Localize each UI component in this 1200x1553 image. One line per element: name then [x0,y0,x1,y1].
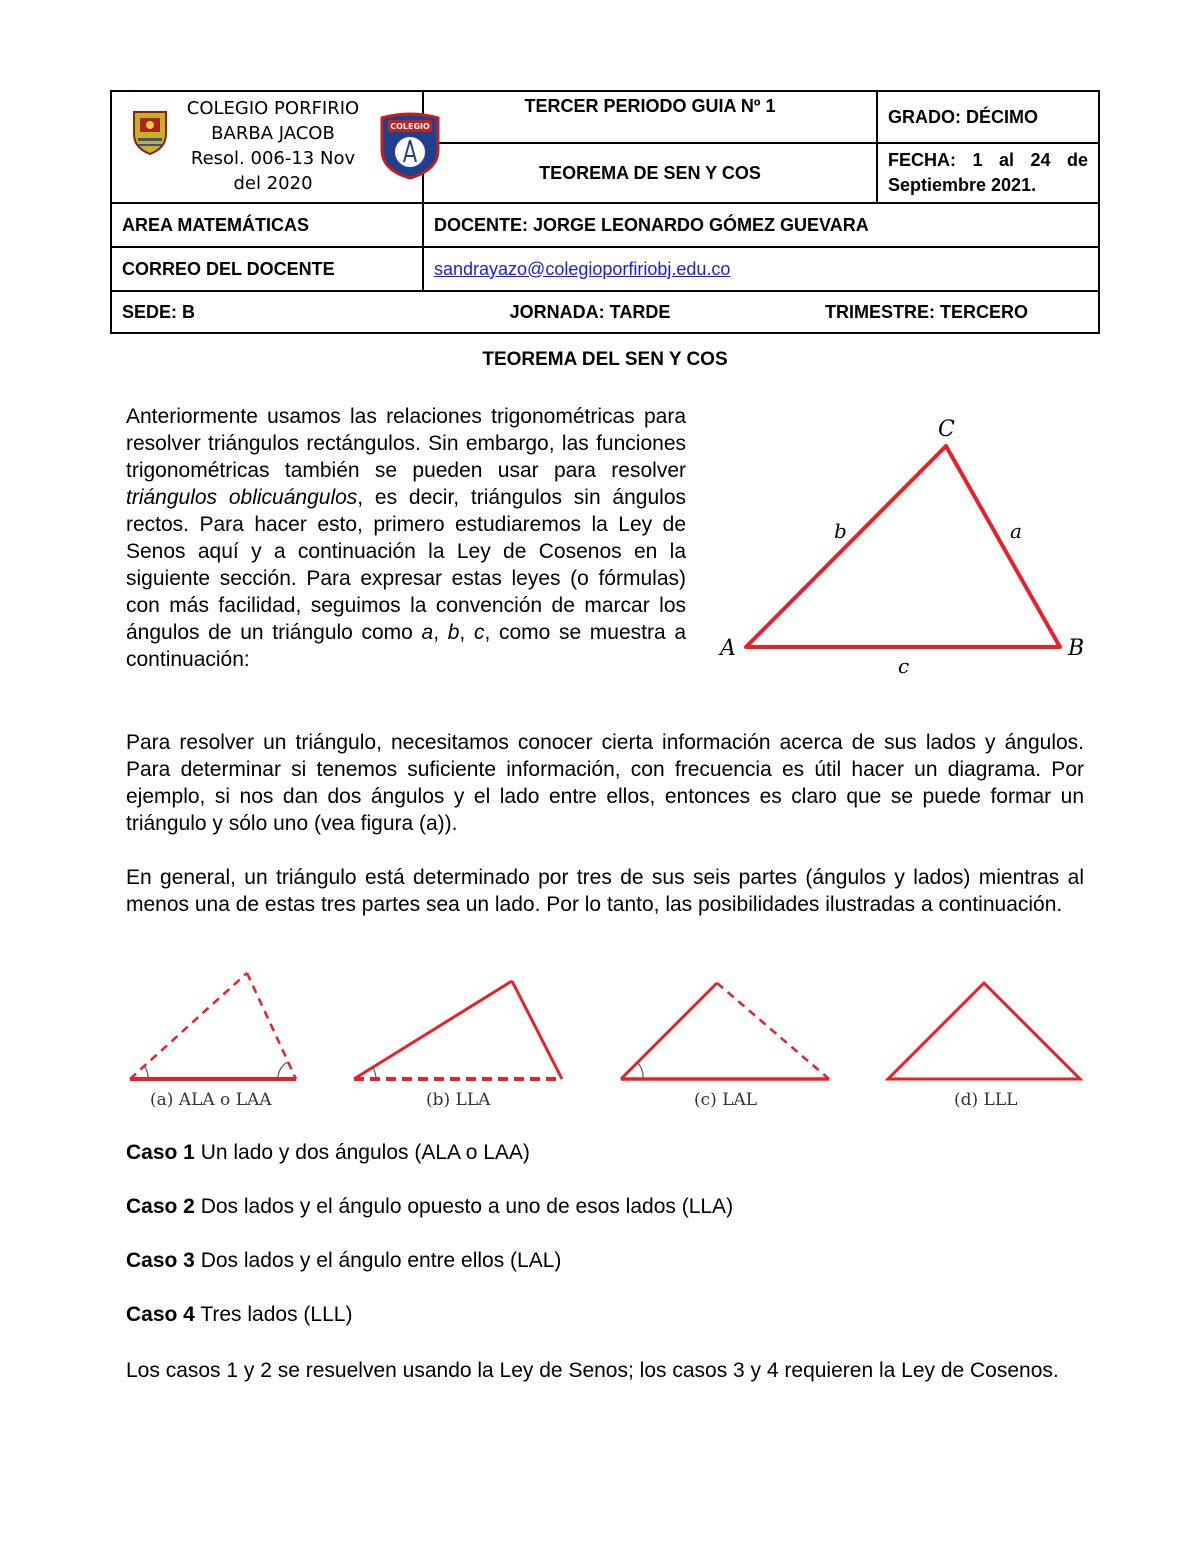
school-name [168,96,378,196]
figure-d-lll [888,983,1080,1110]
teacher-cell [423,203,1099,247]
figure-b-caption: (b) LLA [426,1090,491,1110]
date-cell [877,143,1099,203]
city-shield-icon [130,108,170,158]
teacher-label: DOCENTE: JORGE LEONARDO GÓMEZ GUEVARA [434,214,869,235]
period-label: TERCER PERIODO GUIA Nº 1 [524,96,776,116]
case-2-label: Caso 2 [126,1195,195,1218]
email-label-cell [111,247,423,291]
sede-row [122,302,1088,323]
side-c-label: c [898,654,910,678]
area-cell [111,203,423,247]
school-line-2: BARBA JACOB [211,123,335,144]
case-4-text: Tres lados (LLL) [194,1303,353,1326]
conclusion-paragraph: Los casos 1 y 2 se resuelven usando la Ley de Senos; los casos 3 y 4 requieren la Ley de Cosenos. [126,1359,1059,1382]
side-a-label: a [1010,519,1022,543]
header-table [110,90,1100,334]
school-resolution-year: del 2020 [233,173,313,194]
intro-var-c: c [473,621,485,644]
vertex-c-label: C [938,417,955,442]
intro-text-1: Anteriormente usamos las relaciones trigonométricas para resolver triángulos rectángulos. Sin embargo, las funciones trigonométricas también se pueden usar para resolver [126,405,686,482]
sede-cell [111,291,1099,333]
paragraph-3: En general, un triángulo está determinado por tres de sus seis partes (ángulos y lados) mientras al menos una de estas tres partes sea un lado. Por lo tanto, las posibilidades ilustradas a continuación. [126,866,1084,916]
case-3-text: Dos lados y el ángulo entre ellos (LAL) [194,1249,562,1272]
topic-cell [423,143,877,203]
trimestre-label: TRIMESTRE: TERCERO [824,301,1028,322]
intro-paragraph [126,403,686,673]
vertex-b-label: B [1068,636,1085,661]
case-1-label: Caso 1 [126,1141,195,1164]
intro-sep-2: , [459,621,474,644]
vertex-a-label: A [720,636,736,661]
case-4 [126,1301,352,1328]
intro-var-b: b [447,621,460,644]
case-1-text: Un lado y dos ángulos (ALA o LAA) [194,1141,530,1164]
date-label: FECHA: 1 al 24 de Septiembre 2021. [888,150,1088,195]
figure-b-lla [354,981,562,1110]
intro-text-2: , es decir, triángulos sin ángulos rectos. Para hacer esto, primero estudiaremos la Ley de Senos aquí y a continuación la Ley de Cosenos en la siguiente sección. Para expresar estas leyes (o fórmulas) con más facilidad, seguimos la convención de marcar los ángulos de un triángulo como [126,486,686,644]
grade-cell [877,91,1099,143]
intro-text-3: , como se muestra a continuación: [126,621,687,671]
figure-d-caption: (d) LLL [954,1090,1018,1110]
email-label: CORREO DEL DOCENTE [122,258,335,279]
logo-text: COLEGIO [390,122,430,131]
case-2 [126,1193,733,1220]
figure-a-ala-laa [130,973,296,1110]
figure-c-lal [621,983,829,1110]
triangle-abc-figure [712,410,1102,690]
topic-label: TEOREMA DE SEN Y COS [539,162,761,183]
triangle-abc-shape [746,446,1060,647]
paragraph-2: Para resolver un triángulo, necesitamos conocer cierta información acerca de sus lados y ángulos. Para determinar si tenemos suficiente información, con frecuencia es útil hacer un diagrama. Por ejemplo, si nos dan dos ángulos y el lado entre ellos, entonces es claro que se puede formar un triángulo y sólo uno (vea figura (a)). [126,731,1084,835]
figure-c-caption: (c) LAL [694,1090,758,1110]
jornada-label: JORNADA: TARDE [509,301,671,322]
intro-italic-term: triángulos oblicuángulos [126,486,358,509]
case-2-text: Dos lados y el ángulo opuesto a uno de esos lados (LLA) [194,1195,734,1218]
school-resolution: Resol. 006-13 Nov [190,148,356,169]
case-4-label: Caso 4 [126,1303,195,1326]
document-title: TEOREMA DEL SEN Y COS [482,349,728,370]
email-cell [423,247,1099,291]
grade-label: GRADO: DÉCIMO [888,106,1038,127]
teacher-email-link[interactable]: sandrayazo@colegioporfiriobj.edu.co [434,258,731,279]
case-1 [126,1139,530,1166]
school-logo-icon [378,112,442,180]
school-line-1: COLEGIO PORFIRIO [186,98,360,119]
school-cell [111,91,430,203]
intro-var-a: a [421,621,434,644]
case-3-label: Caso 3 [126,1249,195,1272]
figure-a-caption: (a) ALA o LAA [150,1090,272,1110]
case-3 [126,1247,561,1274]
sede-label: SEDE: B [122,301,196,322]
area-label: AREA MATEMÁTICAS [122,214,309,235]
intro-sep-1: , [433,621,448,644]
triangle-cases-figure [120,960,1090,1110]
side-b-label: b [834,519,847,543]
period-cell [423,91,877,143]
